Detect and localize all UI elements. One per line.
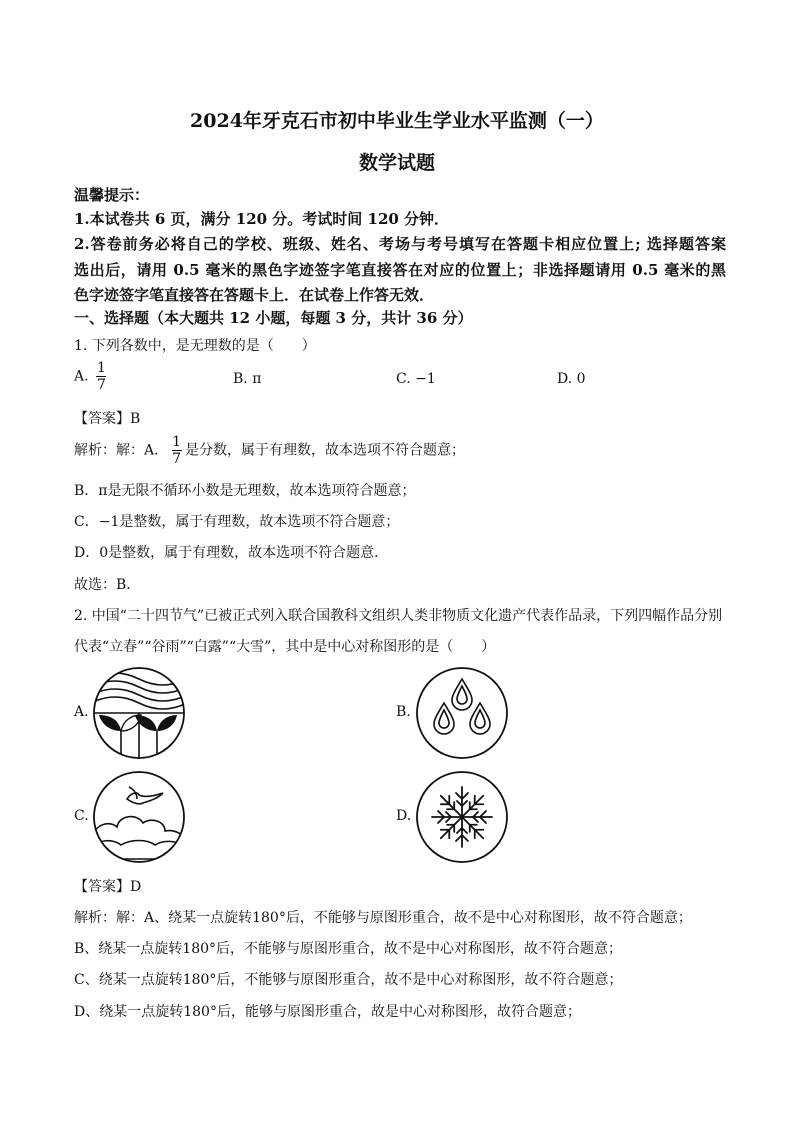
q1-option-a-fraction <box>95 360 108 393</box>
q2-analysis-b: B、绕某一点旋转180°后，不能够与原图形重合，故不是中心对称图形，故不符合题意； <box>74 941 623 957</box>
q1-choice: 故选：B． <box>74 577 141 593</box>
daxue-snowflake-icon <box>414 769 510 865</box>
guyu-raindrops-icon <box>414 665 510 761</box>
q1-option-c: C. −1 <box>396 371 436 387</box>
bailu-cloud-bird-icon <box>91 769 187 865</box>
notice-item-1: 1.本试卷共 6 页，满分 120 分。考试时间 120 分钟． <box>74 210 450 228</box>
q2-option-a-label: A. <box>74 704 89 720</box>
q2-answer: 【答案】D <box>74 879 142 895</box>
q1-option-a-label: A. <box>74 368 89 385</box>
q1-option-d: D. 0 <box>557 371 586 387</box>
exam-subtitle: 数学试题 <box>358 152 435 174</box>
notice-item-2-line-1: 2.答卷前务必将自己的学校、班级、姓名、考场与考号填写在答题卡相应位置上; 选择题答案 <box>74 235 726 253</box>
q1-option-b: B. π <box>233 371 262 387</box>
q1-analysis-fraction <box>170 434 183 467</box>
exam-title: 2024年牙克石市初中毕业生学业水平监测（一） <box>190 110 604 132</box>
q1-analysis-a-suffix: 是分数，属于有理数，故本选项不符合题意； <box>185 442 466 459</box>
q1-analysis-c: C．−1是整数，属于有理数，故本选项不符合题意； <box>74 514 400 530</box>
fraction-denominator: 7 <box>172 451 182 467</box>
q1-analysis-d: D．0是整数，属于有理数，故本选项不符合题意． <box>74 545 389 561</box>
q1-answer: 【答案】B <box>74 411 141 427</box>
q1-analysis-a <box>74 434 726 467</box>
lichun-sprout-icon <box>91 665 187 761</box>
q1-option-a <box>74 360 110 393</box>
fraction-denominator: 7 <box>97 377 106 393</box>
q2-option-c-label: C. <box>74 808 89 824</box>
q2-option-b-label: B. <box>396 704 411 720</box>
q2-figure-c <box>91 769 187 865</box>
q1-analysis-b: B．π是无限不循环小数是无理数，故本选项符合题意； <box>74 483 416 499</box>
notice-item-2-line-2: 选出后，请用 0.5 毫米的黑色字迹签字笔直接答在对应的位置上；非选择题请用 0.5 毫米的黑 <box>74 261 726 279</box>
notice-heading: 温馨提示： <box>74 186 150 204</box>
q2-analysis-a: 解析：解：A、绕某一点旋转180°后，不能够与原图形重合，故不是中心对称图形，故不符合题意； <box>74 910 692 926</box>
fraction-numerator: 1 <box>172 434 182 450</box>
notice-item-2-line-3: 色字迹签字笔直接答在答题卡上．在试卷上作答无效． <box>74 286 435 304</box>
q2-stem-line-2: 代表“立春”“谷雨”“白露”“大雪”，其中是中心对称图形的是（ ） <box>74 639 496 655</box>
q2-figure-a <box>91 665 187 761</box>
section-heading: 一、选择题（本大题共 12 小题，每题 3 分，共计 36 分） <box>74 309 473 327</box>
q2-option-d-label: D. <box>396 808 412 824</box>
q1-analysis-prefix: 解析：解：A． <box>74 442 169 459</box>
q2-figure-b <box>414 665 510 761</box>
fraction-numerator: 1 <box>97 360 106 376</box>
q1-stem: 1. 下列各数中，是无理数的是（ ） <box>74 338 316 354</box>
q2-analysis-c: C、绕某一点旋转180°后，不能够与原图形重合，故不是中心对称图形，故不符合题意； <box>74 972 623 988</box>
q2-figure-d <box>414 769 510 865</box>
q2-stem-line-1: 2. 中国“二十四节气”已被正式列入联合国教科文组织人类非物质文化遗产代表作品录，下列四幅作品分别 <box>74 608 723 624</box>
q2-analysis-d: D、绕某一点旋转180°后，能够与原图形重合，故是中心对称图形，故符合题意； <box>74 1004 581 1020</box>
